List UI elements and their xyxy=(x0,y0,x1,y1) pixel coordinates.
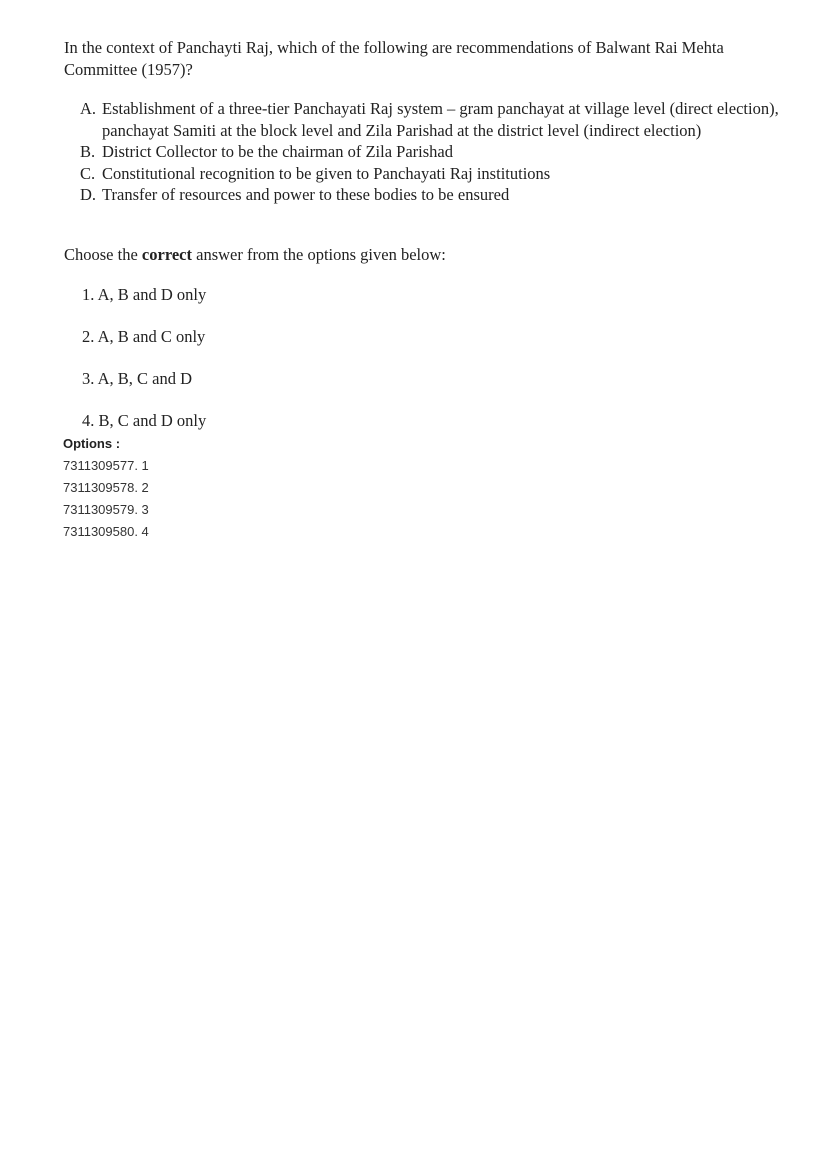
statement-text: District Collector to be the chairman of Zila Parishad xyxy=(102,142,453,161)
statement-label: B. xyxy=(80,142,96,161)
statement-label: D. xyxy=(80,185,97,204)
options-heading: Options : xyxy=(63,436,121,451)
answer-choice: 4. B, C and D only xyxy=(82,411,207,430)
statement-label: C. xyxy=(80,163,96,183)
option-code: 7311309580. 4 xyxy=(63,524,149,539)
statement-text: Constitutional recognition to be given to Panchayati Raj institutions xyxy=(102,163,551,183)
instruction-before: Choose the xyxy=(64,245,142,264)
option-code: 7311309577. 1 xyxy=(63,458,149,473)
statement-item xyxy=(80,98,790,141)
statement-item xyxy=(80,141,790,163)
statement-item xyxy=(80,184,790,206)
statement-item xyxy=(80,163,790,185)
instruction-text xyxy=(64,244,446,266)
option-code: 7311309578. 2 xyxy=(63,480,149,495)
option-code: 7311309579. 3 xyxy=(63,502,149,517)
instruction-after: answer from the options given below: xyxy=(192,245,446,264)
statement-list xyxy=(80,98,790,206)
statement-label: A. xyxy=(80,99,97,118)
answer-choice: 1. A, B and D only xyxy=(82,285,207,304)
answer-choice-list xyxy=(82,284,206,452)
question-text: In the context of Panchayti Raj, which of the following are recommendations of Balwant Rai Mehta Committee (1957)? xyxy=(64,38,724,79)
answer-choice: 3. A, B, C and D xyxy=(82,369,193,388)
answer-choice: 2. A, B and C only xyxy=(82,327,206,346)
instruction-bold: correct xyxy=(141,245,192,264)
statement-text: Establishment of a three-tier Panchayati Raj system – gram panchayat at village level (direct election), panchayat Samiti at the block level and Zila Parishad at the district level (indirect election) xyxy=(102,99,779,140)
statement-text: Transfer of resources and power to these bodies to be ensured xyxy=(102,185,510,204)
option-code-list xyxy=(63,457,149,545)
